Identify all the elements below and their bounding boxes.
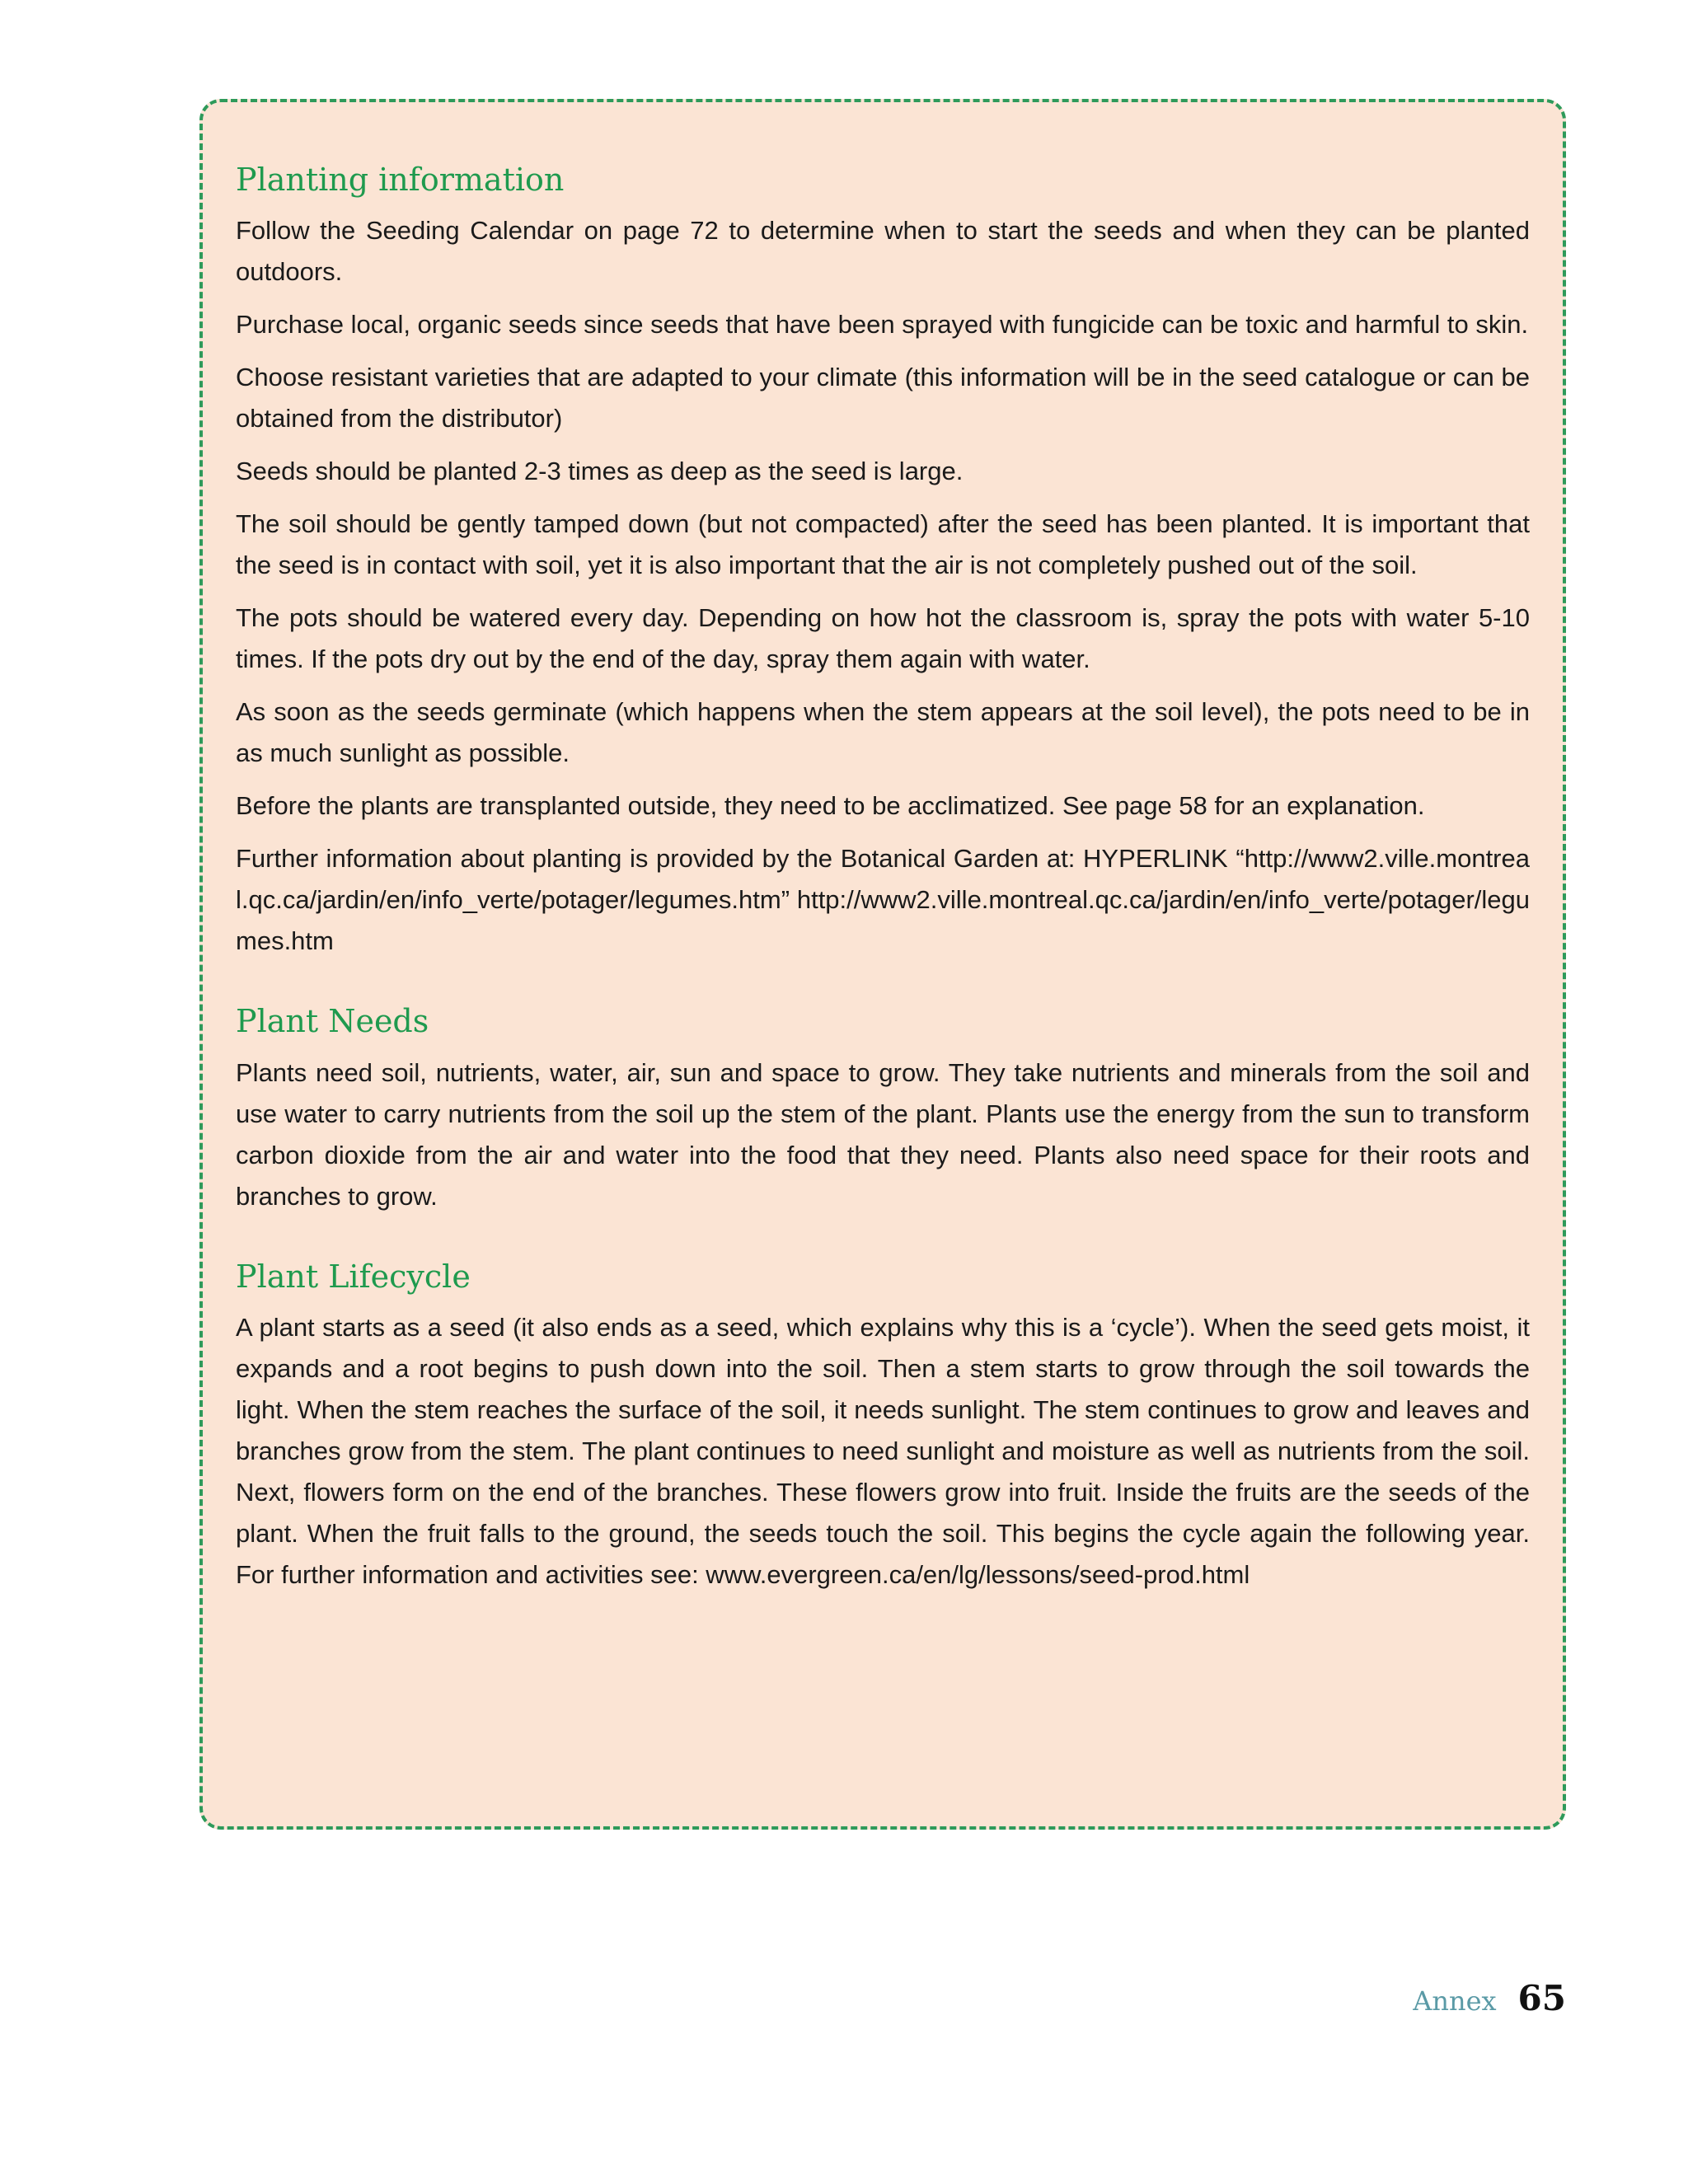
paragraph: As soon as the seeds germinate (which happens when the stem appears at the soil level), the pots need to be in as much sunlight as possible. — [236, 697, 1530, 768]
paragraph: Before the plants are transplanted outside, they need to be acclimatized. See page 58 for an explanation. — [236, 791, 1425, 821]
section-plant-lifecycle — [236, 1257, 1530, 1596]
paragraph-with-link[interactable]: Further information about planting is provided by the Botanical Garden at: HYPERLINK “http://www2.ville.montreal.qc.ca/jardin/en/info_verte/potager/legumes.htm” http://www2.ville.montreal.qc.ca/jardin/en/info_verte/potager/legumes.htm — [236, 844, 1530, 956]
paragraph: Choose resistant varieties that are adapted to your climate (this information will be in the seed catalogue or can be obtained from the distributor) — [236, 363, 1530, 434]
paragraph: The soil should be gently tamped down (but not compacted) after the seed has been planted. It is important that the seed is in contact with soil, yet it is also important that the air is not completely pushed out of the soil. — [236, 509, 1530, 580]
section-plant-needs — [236, 1001, 1530, 1216]
section-title: Plant Lifecycle — [236, 1258, 471, 1295]
paragraph: Seeds should be planted 2-3 times as deep as the seed is large. — [236, 457, 964, 486]
paragraph-with-link[interactable]: A plant starts as a seed (it also ends as a seed, which explains why this is a ‘cycle’). When the seed gets moist, it expands and a root begins to push down into the soil. Then a stem starts to grow through the soil towards the light. When the stem reaches the surface of the soil, it needs sunlight. The stem continues to grow and leaves and branches grow from the stem. The plant continues to need sunlight and moisture as well as nutrients from the soil. Next, flowers form on the end of the branches. These flowers grow into fruit. Inside the fruits are the seeds of the plant. When the fruit falls to the ground, the seeds touch the soil. This begins the cycle again the following year. For further information and activities see: www.evergreen.ca/en/lg/lessons/seed-prod.html — [236, 1313, 1530, 1590]
page-footer — [1413, 1978, 1566, 2018]
section-planting-information — [236, 160, 1530, 962]
paragraph: The pots should be watered every day. Depending on how hot the classroom is, spray the pots with water 5-10 times. If the pots dry out by the end of the day, spray them again with water. — [236, 603, 1530, 674]
footer-section-label: Annex — [1413, 1985, 1497, 2017]
page-number: 65 — [1517, 1978, 1566, 2018]
section-title: Plant Needs — [236, 1003, 429, 1040]
paragraph: Purchase local, organic seeds since seeds that have been sprayed with fungicide can be toxic and harmful to skin. — [236, 310, 1529, 340]
section-title: Planting information — [236, 162, 565, 198]
paragraph: Follow the Seeding Calendar on page 72 to determine when to start the seeds and when they can be planted outdoors. — [236, 216, 1530, 287]
info-panel — [199, 99, 1566, 1830]
paragraph: Plants need soil, nutrients, water, air, sun and space to grow. They take nutrients and minerals from the soil and use water to carry nutrients from the soil up the stem of the plant. Plants use the energy from the sun to transform carbon dioxide from the air and water into the food that they need. Plants also need space for their roots and branches to grow. — [236, 1057, 1530, 1211]
